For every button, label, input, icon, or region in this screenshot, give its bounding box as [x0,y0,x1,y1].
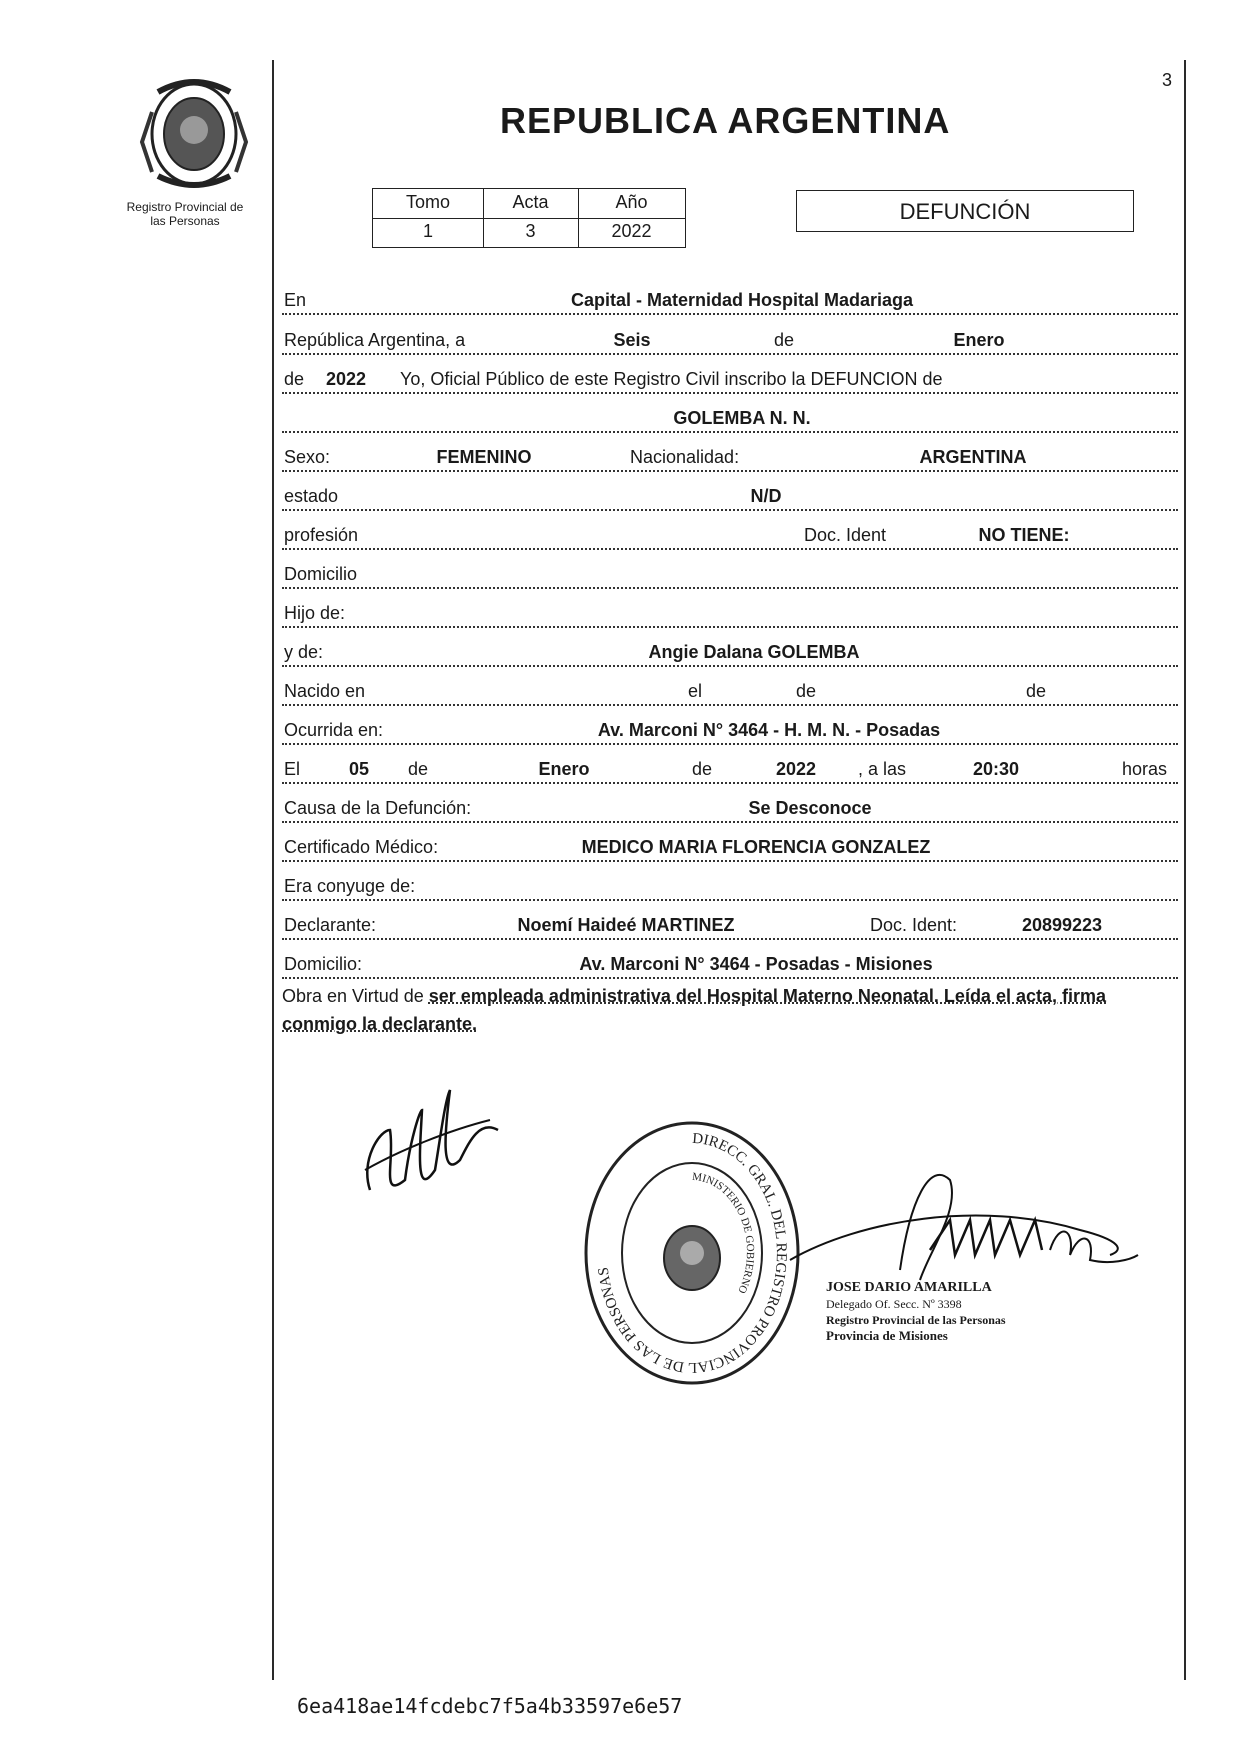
row-nombre [282,401,1178,433]
official-role: Delegado Of. Secc. Nº 3398 [826,1297,962,1311]
left-margin-line [272,60,274,1680]
label-hijo-de: Hijo de: [284,603,346,623]
acta-label: Acta [512,192,549,212]
label-de-3: de [796,681,817,701]
official-name-block [826,1280,1086,1344]
value-obra: ser empleada administrativa del Hospital Materno Neonatal. Leída el acta, firma conmigo la declarante. [282,986,1107,1034]
anio-value: 2022 [611,221,652,241]
row-sexo [282,440,1178,472]
value-mes-texto: Enero [953,330,1005,350]
label-yo: Yo, Oficial Público de este Registro Civil inscribo la DEFUNCION de [400,369,943,389]
official-signature [780,1140,1140,1300]
label-el: el [688,681,703,701]
registry-line-1: Registro Provincial de [126,200,244,214]
value-mes: Enero [538,759,590,779]
value-sexo: FEMENINO [436,447,532,467]
registry-line-2: las Personas [150,214,220,228]
label-de-6: de [692,759,713,779]
row-estado [282,479,1178,511]
value-domicilio: Av. Marconi N° 3464 - Posadas - Misiones [579,954,933,974]
label-obra: Obra en Virtud de [282,986,424,1006]
stamp-inner-text: MINISTERIO DE GOBIERNO [691,1170,757,1296]
stamp-ring-text: DIRECC. GRAL. DEL REGISTRO PROVINCIAL DE LAS PERSONAS [595,1130,790,1376]
row-ocurrida [282,713,1178,745]
official-org: Registro Provincial de las Personas [826,1313,1006,1327]
label-republica: República Argentina, a [284,330,466,350]
row-nacido [282,674,1178,706]
official-name: JOSE DARIO AMARILLA [826,1280,992,1295]
label-de-5: de [408,759,429,779]
label-domicilio-2: Domicilio: [284,954,363,974]
row-anio-nombre [282,362,1178,394]
row-lugar [282,283,1178,315]
label-estado: estado [284,486,339,506]
label-de-4: de [1026,681,1047,701]
record-numbers-box [372,188,686,248]
label-nacionalidad: Nacionalidad: [630,447,740,467]
value-madre: Angie Dalana GOLEMBA [648,642,860,662]
value-hora: 20:30 [972,759,1020,779]
value-certificado: MEDICO MARIA FLORENCIA GONZALEZ [581,837,931,857]
row-certificado [282,830,1178,862]
official-stamp [582,1118,802,1388]
label-declarante: Declarante: [284,915,377,935]
row-hijo-de [282,596,1178,628]
value-declarante: Noemí Haideé MARTINEZ [517,915,735,935]
value-dia-texto: Seis [613,330,651,350]
row-fecha-hora [282,752,1178,784]
record-type-box [796,190,1134,232]
obra-paragraph [282,982,1182,1038]
value-nombre: GOLEMBA N. N. [673,408,811,428]
document-title: REPUBLICA ARGENTINA [500,100,951,141]
value-lugar: Capital - Maternidad Hospital Madariaga [570,290,914,310]
record-type: DEFUNCIÓN [899,199,1031,224]
label-el-cap: El [284,759,301,779]
label-en: En [284,290,307,310]
registry-name [100,200,270,228]
value-declarante-doc: 20899223 [1021,915,1103,935]
declarant-signature [350,1070,500,1220]
label-nacido-en: Nacido en [284,681,366,701]
row-fecha-texto [282,323,1178,355]
label-profesion: profesión [284,525,359,545]
official-province: Provincia de Misiones [826,1328,948,1343]
page-number: 3 [1162,70,1173,90]
value-anio: 2022 [326,369,367,389]
row-domicilio [282,557,1178,589]
label-a-las: , a las [858,759,907,779]
province-crest [138,72,250,194]
label-certificado: Certificado Médico: [284,837,439,857]
anio-label: Año [615,192,648,212]
label-horas: horas [1122,759,1168,779]
row-causa [282,791,1178,823]
label-ocurrida-en: Ocurrida en: [284,720,384,740]
value-nacionalidad: ARGENTINA [919,447,1027,467]
value-doc: NO TIENE: [978,525,1070,545]
value-estado: N/D [750,486,782,506]
label-conyuge: Era conyuge de: [284,876,416,896]
row-profesion [282,518,1178,550]
tomo-value: 1 [422,221,433,241]
label-doc-ident-2: Doc. Ident: [870,915,958,935]
row-domicilio-2 [282,947,1178,979]
tomo-label: Tomo [405,192,450,212]
label-domicilio: Domicilio [284,564,358,584]
label-sexo: Sexo: [284,447,331,467]
row-y-de [282,635,1178,667]
document-hash: 6ea418ae14fcdebc7f5a4b33597e6e57 [297,1694,683,1718]
value-ocurrida: Av. Marconi N° 3464 - H. M. N. - Posadas [597,720,941,740]
label-de-2: de [284,369,305,389]
label-doc-ident: Doc. Ident [804,525,887,545]
label-de-1: de [774,330,795,350]
row-conyuge [282,869,1178,901]
value-anio-2: 2022 [775,759,817,779]
value-causa: Se Desconoce [748,798,872,818]
label-causa: Causa de la Defunción: [284,798,472,818]
label-y-de: y de: [284,642,324,662]
right-margin-line [1184,60,1186,1680]
acta-value: 3 [525,221,536,241]
row-declarante [282,908,1178,940]
value-dia: 05 [348,759,370,779]
